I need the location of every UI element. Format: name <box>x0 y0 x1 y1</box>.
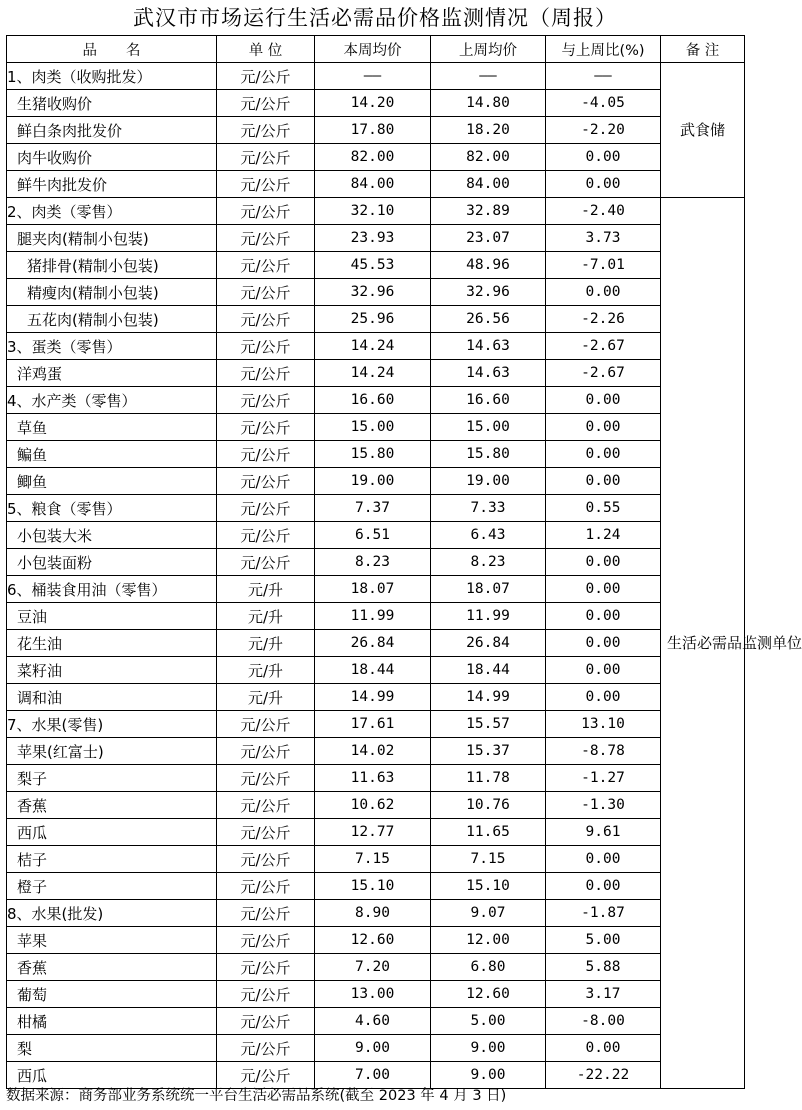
week-change-percent: -1.87 <box>546 900 661 927</box>
week-change-percent: 0.00 <box>546 630 661 657</box>
last-week-price: 9.07 <box>431 900 546 927</box>
table-row <box>7 495 745 522</box>
item-unit: 元/公斤 <box>217 900 315 927</box>
item-name: 洋鸡蛋 <box>7 360 217 387</box>
item-unit: 元/升 <box>217 576 315 603</box>
item-name: 小包装面粉 <box>7 549 217 576</box>
week-change-percent: -2.20 <box>546 117 661 144</box>
this-week-price: 14.24 <box>315 333 431 360</box>
table-row <box>7 738 745 765</box>
item-name: 香蕉 <box>7 954 217 981</box>
item-unit: 元/公斤 <box>217 441 315 468</box>
this-week-price: 23.93 <box>315 225 431 252</box>
item-name: 1、肉类（收购批发） <box>7 63 217 90</box>
this-week-price: 9.00 <box>315 1035 431 1062</box>
item-unit: 元/升 <box>217 603 315 630</box>
table-row <box>7 387 745 414</box>
item-name: 小包装大米 <box>7 522 217 549</box>
table-row <box>7 90 745 117</box>
last-week-price: 15.37 <box>431 738 546 765</box>
item-unit: 元/公斤 <box>217 63 315 90</box>
item-unit: 元/升 <box>217 630 315 657</box>
item-unit: 元/公斤 <box>217 414 315 441</box>
table-row <box>7 603 745 630</box>
week-change-percent: 0.00 <box>546 171 661 198</box>
last-week-price: 9.00 <box>431 1062 546 1089</box>
week-change-percent: —— <box>546 63 661 90</box>
item-unit: 元/公斤 <box>217 306 315 333</box>
item-name: 西瓜 <box>7 1062 217 1089</box>
item-unit: 元/公斤 <box>217 954 315 981</box>
this-week-price: 18.07 <box>315 576 431 603</box>
week-change-percent: -2.40 <box>546 198 661 225</box>
this-week-price: —— <box>315 63 431 90</box>
this-week-price: 6.51 <box>315 522 431 549</box>
table-row <box>7 846 745 873</box>
item-name: 桔子 <box>7 846 217 873</box>
this-week-price: 15.10 <box>315 873 431 900</box>
table-row <box>7 765 745 792</box>
item-name: 8、水果(批发) <box>7 900 217 927</box>
week-change-percent: 0.00 <box>546 144 661 171</box>
item-name: 草鱼 <box>7 414 217 441</box>
item-unit: 元/公斤 <box>217 981 315 1008</box>
item-name: 3、蛋类（零售） <box>7 333 217 360</box>
item-unit: 元/公斤 <box>217 387 315 414</box>
item-unit: 元/公斤 <box>217 144 315 171</box>
table-row <box>7 792 745 819</box>
table-row <box>7 306 745 333</box>
week-change-percent: -1.27 <box>546 765 661 792</box>
last-week-price: 12.00 <box>431 927 546 954</box>
item-name: 梨子 <box>7 765 217 792</box>
week-change-percent: 0.00 <box>546 846 661 873</box>
table-row <box>7 927 745 954</box>
this-week-price: 14.02 <box>315 738 431 765</box>
this-week-price: 32.10 <box>315 198 431 225</box>
this-week-price: 45.53 <box>315 252 431 279</box>
last-week-price: 32.96 <box>431 279 546 306</box>
item-unit: 元/公斤 <box>217 225 315 252</box>
item-name: 梨 <box>7 1035 217 1062</box>
table-row <box>7 630 745 657</box>
item-name: 猪排骨(精制小包装) <box>7 252 217 279</box>
week-change-percent: 0.00 <box>546 387 661 414</box>
week-change-percent: 5.88 <box>546 954 661 981</box>
item-name: 4、水产类（零售） <box>7 387 217 414</box>
last-week-price: 19.00 <box>431 468 546 495</box>
table-row <box>7 1062 745 1089</box>
item-unit: 元/公斤 <box>217 927 315 954</box>
week-change-percent: 9.61 <box>546 819 661 846</box>
item-name: 鳊鱼 <box>7 441 217 468</box>
last-week-price: —— <box>431 63 546 90</box>
week-change-percent: 0.55 <box>546 495 661 522</box>
last-week-price: 16.60 <box>431 387 546 414</box>
item-name: 豆油 <box>7 603 217 630</box>
last-week-price: 23.07 <box>431 225 546 252</box>
week-change-percent: 0.00 <box>546 279 661 306</box>
item-name: 7、水果(零售) <box>7 711 217 738</box>
this-week-price: 10.62 <box>315 792 431 819</box>
table-row <box>7 873 745 900</box>
week-change-percent: -1.30 <box>546 792 661 819</box>
last-week-price: 18.44 <box>431 657 546 684</box>
table-row <box>7 144 745 171</box>
week-change-percent: -7.01 <box>546 252 661 279</box>
note-cell: 生活必需品监测单位 <box>661 198 745 1089</box>
item-unit: 元/公斤 <box>217 549 315 576</box>
table-row <box>7 684 745 711</box>
item-unit: 元/公斤 <box>217 252 315 279</box>
item-unit: 元/公斤 <box>217 738 315 765</box>
item-unit: 元/公斤 <box>217 198 315 225</box>
last-week-price: 9.00 <box>431 1035 546 1062</box>
table-row <box>7 333 745 360</box>
week-change-percent: 0.00 <box>546 468 661 495</box>
last-week-price: 15.57 <box>431 711 546 738</box>
last-week-price: 15.10 <box>431 873 546 900</box>
last-week-price: 7.15 <box>431 846 546 873</box>
last-week-price: 84.00 <box>431 171 546 198</box>
this-week-price: 15.00 <box>315 414 431 441</box>
week-change-percent: 0.00 <box>546 576 661 603</box>
this-week-price: 8.23 <box>315 549 431 576</box>
this-week-price: 7.37 <box>315 495 431 522</box>
week-change-percent: -22.22 <box>546 1062 661 1089</box>
last-week-price: 26.56 <box>431 306 546 333</box>
week-change-percent: 3.17 <box>546 981 661 1008</box>
last-week-price: 7.33 <box>431 495 546 522</box>
table-header-row <box>7 36 745 63</box>
this-week-price: 14.20 <box>315 90 431 117</box>
item-name: 苹果 <box>7 927 217 954</box>
item-name: 5、粮食（零售） <box>7 495 217 522</box>
week-change-percent: -4.05 <box>546 90 661 117</box>
note-cell: 武食储 <box>661 63 745 198</box>
item-unit: 元/公斤 <box>217 171 315 198</box>
week-change-percent: -8.78 <box>546 738 661 765</box>
week-change-percent: -2.26 <box>546 306 661 333</box>
table-row <box>7 1035 745 1062</box>
table-row <box>7 225 745 252</box>
table-row <box>7 198 745 225</box>
this-week-price: 7.15 <box>315 846 431 873</box>
item-name: 苹果(红富士) <box>7 738 217 765</box>
this-week-price: 11.63 <box>315 765 431 792</box>
table-row <box>7 522 745 549</box>
item-unit: 元/公斤 <box>217 1008 315 1035</box>
last-week-price: 11.78 <box>431 765 546 792</box>
last-week-price: 26.84 <box>431 630 546 657</box>
last-week-price: 6.80 <box>431 954 546 981</box>
table-row <box>7 981 745 1008</box>
item-unit: 元/公斤 <box>217 792 315 819</box>
this-week-price: 18.44 <box>315 657 431 684</box>
item-name: 2、肉类（零售） <box>7 198 217 225</box>
item-unit: 元/公斤 <box>217 522 315 549</box>
item-unit: 元/升 <box>217 684 315 711</box>
item-name: 五花肉(精制小包装) <box>7 306 217 333</box>
last-week-price: 15.00 <box>431 414 546 441</box>
last-week-price: 18.07 <box>431 576 546 603</box>
item-unit: 元/公斤 <box>217 765 315 792</box>
header-last-week: 上周均价 <box>431 36 546 63</box>
last-week-price: 14.63 <box>431 333 546 360</box>
table-row <box>7 63 745 90</box>
last-week-price: 11.65 <box>431 819 546 846</box>
table-row <box>7 360 745 387</box>
item-name: 6、桶装食用油（零售） <box>7 576 217 603</box>
table-row <box>7 819 745 846</box>
item-unit: 元/公斤 <box>217 1062 315 1089</box>
this-week-price: 17.80 <box>315 117 431 144</box>
last-week-price: 18.20 <box>431 117 546 144</box>
this-week-price: 14.99 <box>315 684 431 711</box>
last-week-price: 15.80 <box>431 441 546 468</box>
week-change-percent: 0.00 <box>546 441 661 468</box>
this-week-price: 25.96 <box>315 306 431 333</box>
this-week-price: 82.00 <box>315 144 431 171</box>
item-name: 腿夹肉(精制小包装) <box>7 225 217 252</box>
item-name: 鲜牛肉批发价 <box>7 171 217 198</box>
week-change-percent: 0.00 <box>546 603 661 630</box>
week-change-percent: 5.00 <box>546 927 661 954</box>
item-unit: 元/公斤 <box>217 333 315 360</box>
week-change-percent: 0.00 <box>546 414 661 441</box>
last-week-price: 48.96 <box>431 252 546 279</box>
table-row <box>7 441 745 468</box>
this-week-price: 7.00 <box>315 1062 431 1089</box>
page-title: 武汉市市场运行生活必需品价格监测情况（周报） <box>133 6 617 30</box>
item-unit: 元/公斤 <box>217 117 315 144</box>
item-name: 花生油 <box>7 630 217 657</box>
this-week-price: 16.60 <box>315 387 431 414</box>
item-unit: 元/升 <box>217 657 315 684</box>
last-week-price: 14.99 <box>431 684 546 711</box>
last-week-price: 5.00 <box>431 1008 546 1035</box>
this-week-price: 15.80 <box>315 441 431 468</box>
table-row <box>7 252 745 279</box>
item-name: 调和油 <box>7 684 217 711</box>
this-week-price: 12.60 <box>315 927 431 954</box>
header-note: 备 注 <box>661 36 745 63</box>
table-row <box>7 954 745 981</box>
week-change-percent: -2.67 <box>546 360 661 387</box>
table-row <box>7 900 745 927</box>
item-name: 鲫鱼 <box>7 468 217 495</box>
item-unit: 元/公斤 <box>217 711 315 738</box>
item-unit: 元/公斤 <box>217 1035 315 1062</box>
table-row <box>7 549 745 576</box>
item-unit: 元/公斤 <box>217 468 315 495</box>
this-week-price: 32.96 <box>315 279 431 306</box>
item-name: 橙子 <box>7 873 217 900</box>
table-row <box>7 711 745 738</box>
this-week-price: 7.20 <box>315 954 431 981</box>
table-body <box>7 63 802 1089</box>
table-row <box>7 414 745 441</box>
this-week-price: 13.00 <box>315 981 431 1008</box>
item-unit: 元/公斤 <box>217 279 315 306</box>
price-table <box>6 35 802 1089</box>
item-name: 肉牛收购价 <box>7 144 217 171</box>
last-week-price: 82.00 <box>431 144 546 171</box>
week-change-percent: 0.00 <box>546 873 661 900</box>
item-name: 香蕉 <box>7 792 217 819</box>
week-change-percent: 0.00 <box>546 684 661 711</box>
last-week-price: 12.60 <box>431 981 546 1008</box>
last-week-price: 32.89 <box>431 198 546 225</box>
this-week-price: 14.24 <box>315 360 431 387</box>
item-name: 柑橘 <box>7 1008 217 1035</box>
last-week-price: 14.63 <box>431 360 546 387</box>
last-week-price: 14.80 <box>431 90 546 117</box>
item-unit: 元/公斤 <box>217 360 315 387</box>
week-change-percent: 3.73 <box>546 225 661 252</box>
this-week-price: 84.00 <box>315 171 431 198</box>
this-week-price: 17.61 <box>315 711 431 738</box>
week-change-percent: 1.24 <box>546 522 661 549</box>
table-row <box>7 171 745 198</box>
item-name: 生猪收购价 <box>7 90 217 117</box>
this-week-price: 12.77 <box>315 819 431 846</box>
item-name: 西瓜 <box>7 819 217 846</box>
week-change-percent: 0.00 <box>546 549 661 576</box>
data-source-footer: 数据来源：商务部业务系统统一平台生活必需品系统(截至 2023 年 4 月 3 日) <box>6 1088 507 1104</box>
this-week-price: 4.60 <box>315 1008 431 1035</box>
week-change-percent: 0.00 <box>546 1035 661 1062</box>
this-week-price: 8.90 <box>315 900 431 927</box>
this-week-price: 26.84 <box>315 630 431 657</box>
table-row <box>7 576 745 603</box>
item-unit: 元/公斤 <box>217 873 315 900</box>
table-row <box>7 117 745 144</box>
week-change-percent: 13.10 <box>546 711 661 738</box>
last-week-price: 11.99 <box>431 603 546 630</box>
item-unit: 元/公斤 <box>217 495 315 522</box>
this-week-price: 19.00 <box>315 468 431 495</box>
item-name: 鲜白条肉批发价 <box>7 117 217 144</box>
item-unit: 元/公斤 <box>217 819 315 846</box>
item-unit: 元/公斤 <box>217 846 315 873</box>
week-change-percent: -8.00 <box>546 1008 661 1035</box>
week-change-percent: 0.00 <box>546 657 661 684</box>
table-row <box>7 468 745 495</box>
table-row <box>7 657 745 684</box>
item-name: 菜籽油 <box>7 657 217 684</box>
table-row <box>7 279 745 306</box>
last-week-price: 6.43 <box>431 522 546 549</box>
header-change: 与上周比(%) <box>546 36 661 63</box>
last-week-price: 10.76 <box>431 792 546 819</box>
header-unit: 单 位 <box>217 36 315 63</box>
item-name: 葡萄 <box>7 981 217 1008</box>
item-unit: 元/公斤 <box>217 90 315 117</box>
header-this-week: 本周均价 <box>315 36 431 63</box>
item-name: 精瘦肉(精制小包装) <box>7 279 217 306</box>
last-week-price: 8.23 <box>431 549 546 576</box>
this-week-price: 11.99 <box>315 603 431 630</box>
header-name: 品 名 <box>7 36 217 63</box>
table-row <box>7 1008 745 1035</box>
week-change-percent: -2.67 <box>546 333 661 360</box>
